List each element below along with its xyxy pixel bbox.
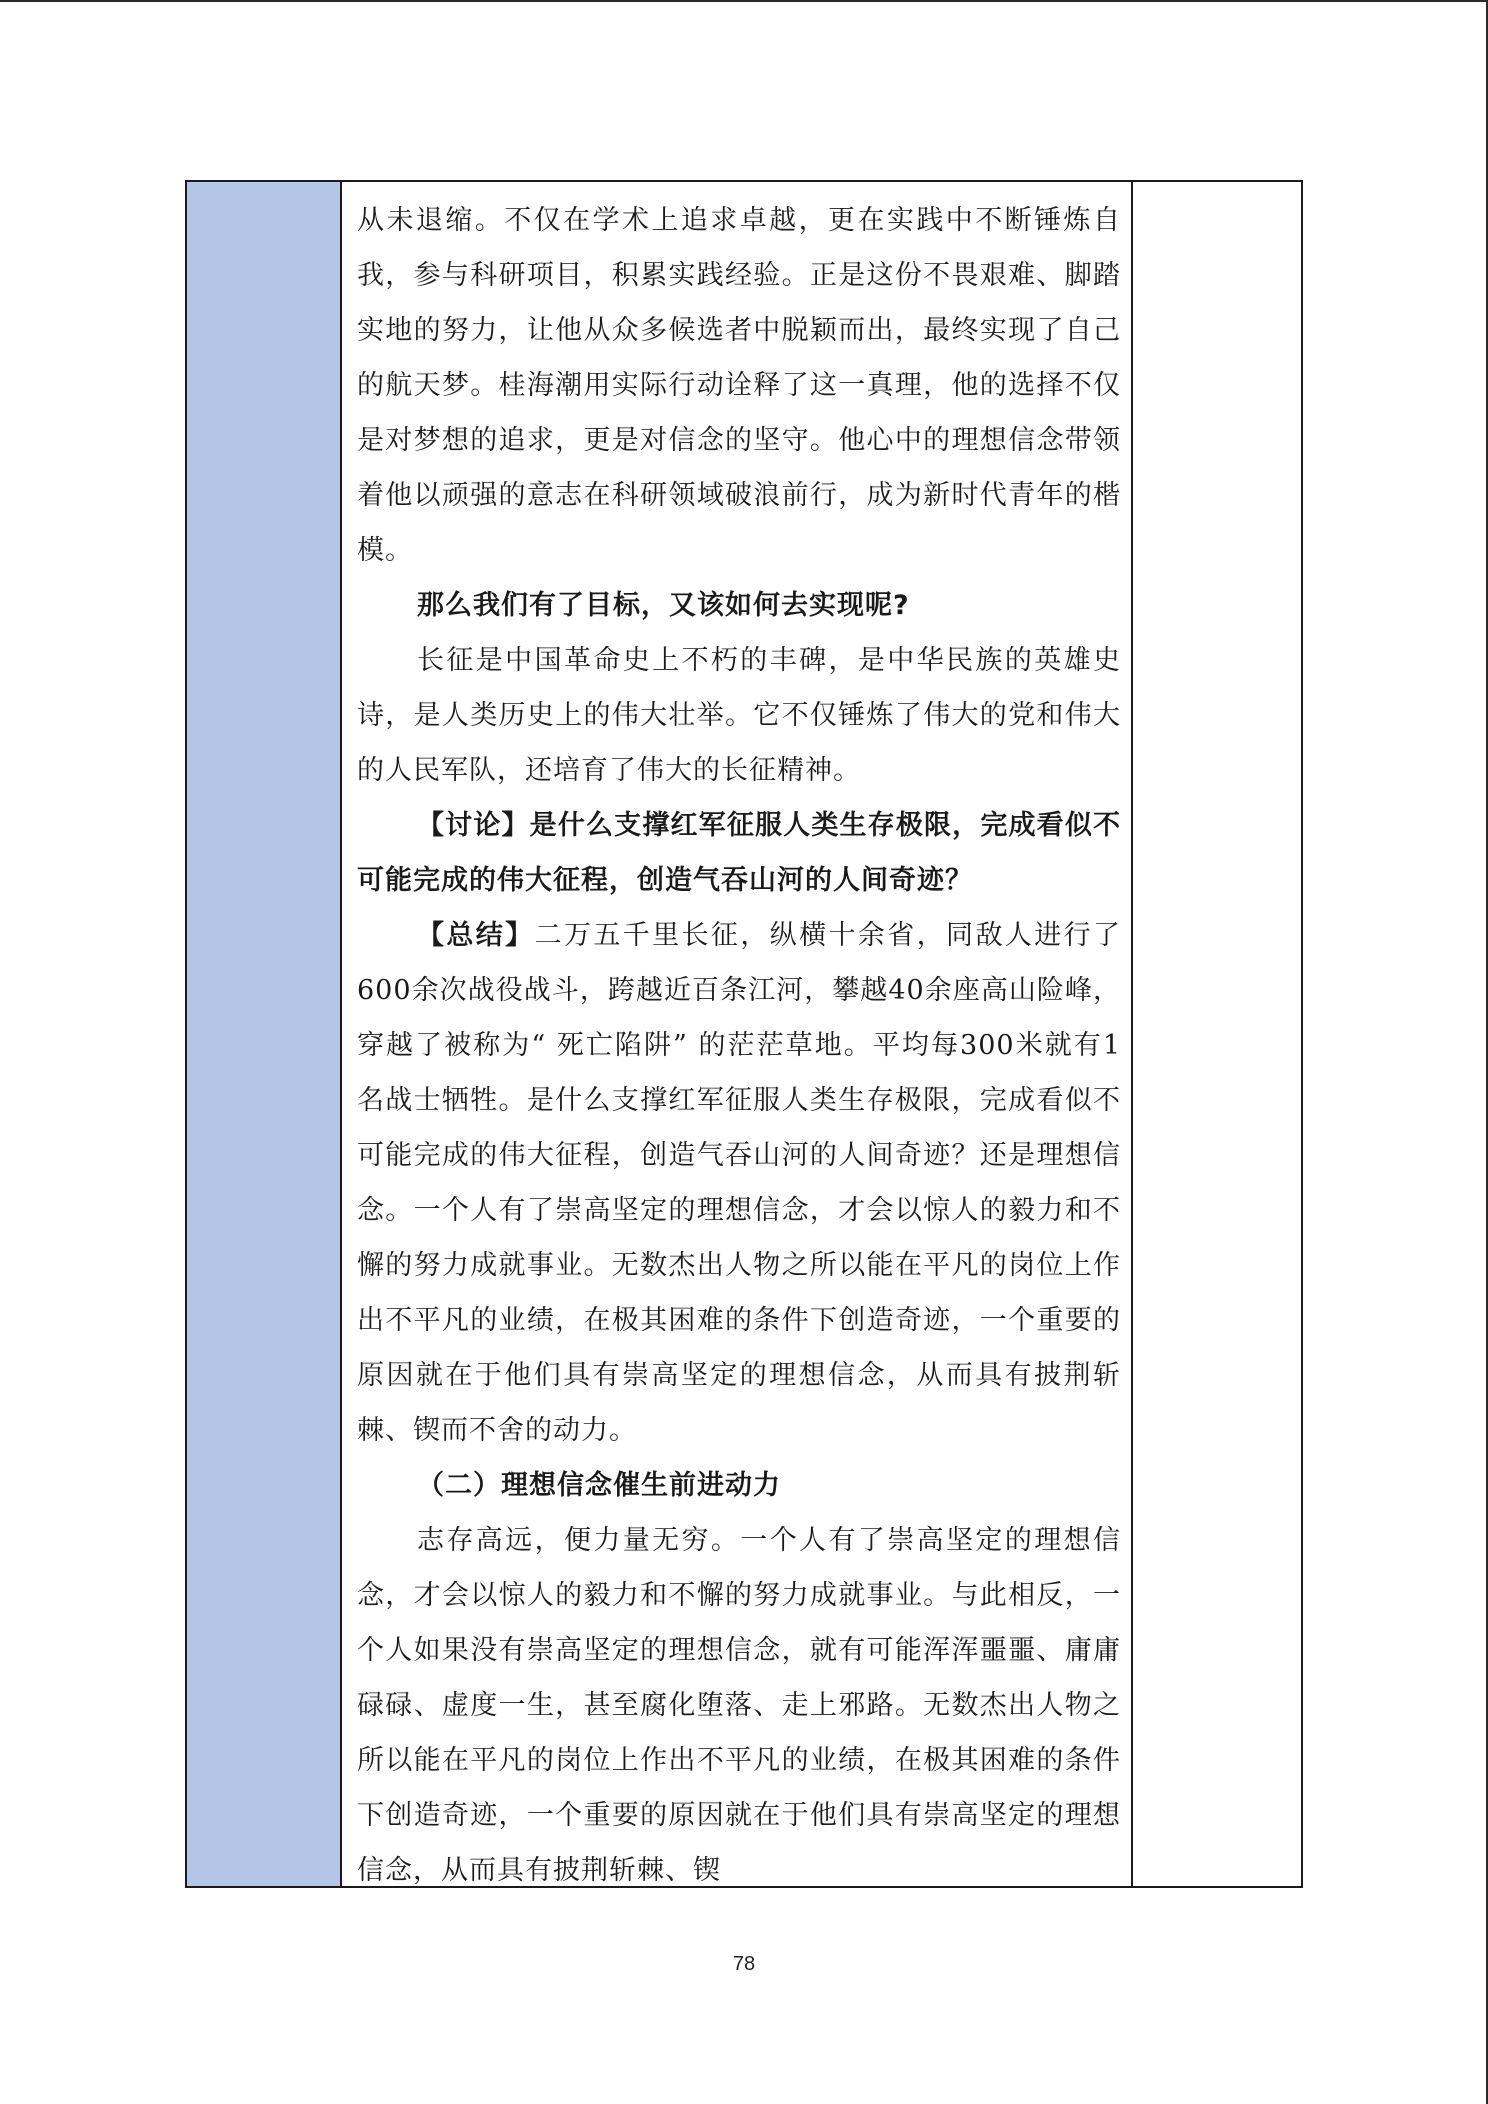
summary-text: 二万五千里长征，纵横十余省，同敌人进行了600余次战役战斗，跨越近百条江河，攀越40余座高山险峰，穿越了被称为“ 死亡陷阱” 的茫茫草地。平均每300米就有1名战士牺牲。是什么支撑红军征服人类生存极限，完成看似不可能完成的伟大征程，创造气吞山河的人间奇迹？还是理想信念。一个人有了崇高坚定的理想信念，才会以惊人的毅力和不懈的努力成就事业。无数杰出人物之所以能在平凡的岗位上作出不平凡的业绩，在极其困难的条件下创造奇迹，一个重要的原因就在于他们具有崇高坚定的理想信念，从而具有披荆斩棘、锲而不舍的动力。 <box>357 920 1122 1446</box>
section-heading-motivation: （二）理想信念催生前进动力 <box>417 1470 781 1501</box>
paragraph-long-march: 长征是中国革命史上不朽的丰碑，是中华民族的英雄史诗，是人类历史上的伟大壮举。它不仅锤炼了伟大的党和伟大的人民军队，还培育了伟大的长征精神。 <box>357 645 1121 786</box>
lesson-plan-table <box>185 180 1303 1888</box>
page-top-border <box>0 0 1488 2</box>
discussion-prompt: 【讨论】是什么支撑红军征服人类生存极限，完成看似不可能完成的伟大征程，创造气吞山河的人间奇迹？ <box>357 810 1121 896</box>
summary-paragraph <box>357 908 1121 1458</box>
left-shaded-column <box>187 182 342 1886</box>
paragraph-guihaichao: 从未退缩。不仅在学术上追求卓越，更在实践中不断锤炼自我，参与科研项目，积累实践经验。正是这份不畏艰难、脚踏实地的努力，让他从众多候选者中脱颖而出，最终实现了自己的航天梦。桂海潮用实际行动诠释了这一真理，他的选择不仅是对梦想的追求，更是对信念的坚守。他心中的理想信念带领着他以顽强的意志在科研领域破浪前行，成为新时代青年的楷模。 <box>357 205 1121 566</box>
paragraph-ambition: 志存高远，便力量无穷。一个人有了崇高坚定的理想信念，才会以惊人的毅力和不懈的努力成就事业。与此相反，一个人如果没有崇高坚定的理想信念，就有可能浑浑噩噩、庸庸碌碌、虚度一生，甚至腐化堕落、走上邪路。无数杰出人物之所以能在平凡的岗位上作出不平凡的业绩，在极其困难的条件下创造奇迹，一个重要的原因就在于他们具有崇高坚定的理想信念，从而具有披荆斩棘、锲 <box>357 1525 1121 1886</box>
summary-label: 【总结】 <box>417 920 535 951</box>
page-number: 78 <box>732 1953 756 1975</box>
right-empty-column <box>1131 182 1301 1886</box>
question-heading: 那么我们有了目标，又该如何去实现呢? <box>417 590 910 621</box>
main-content-cell <box>342 182 1133 1886</box>
